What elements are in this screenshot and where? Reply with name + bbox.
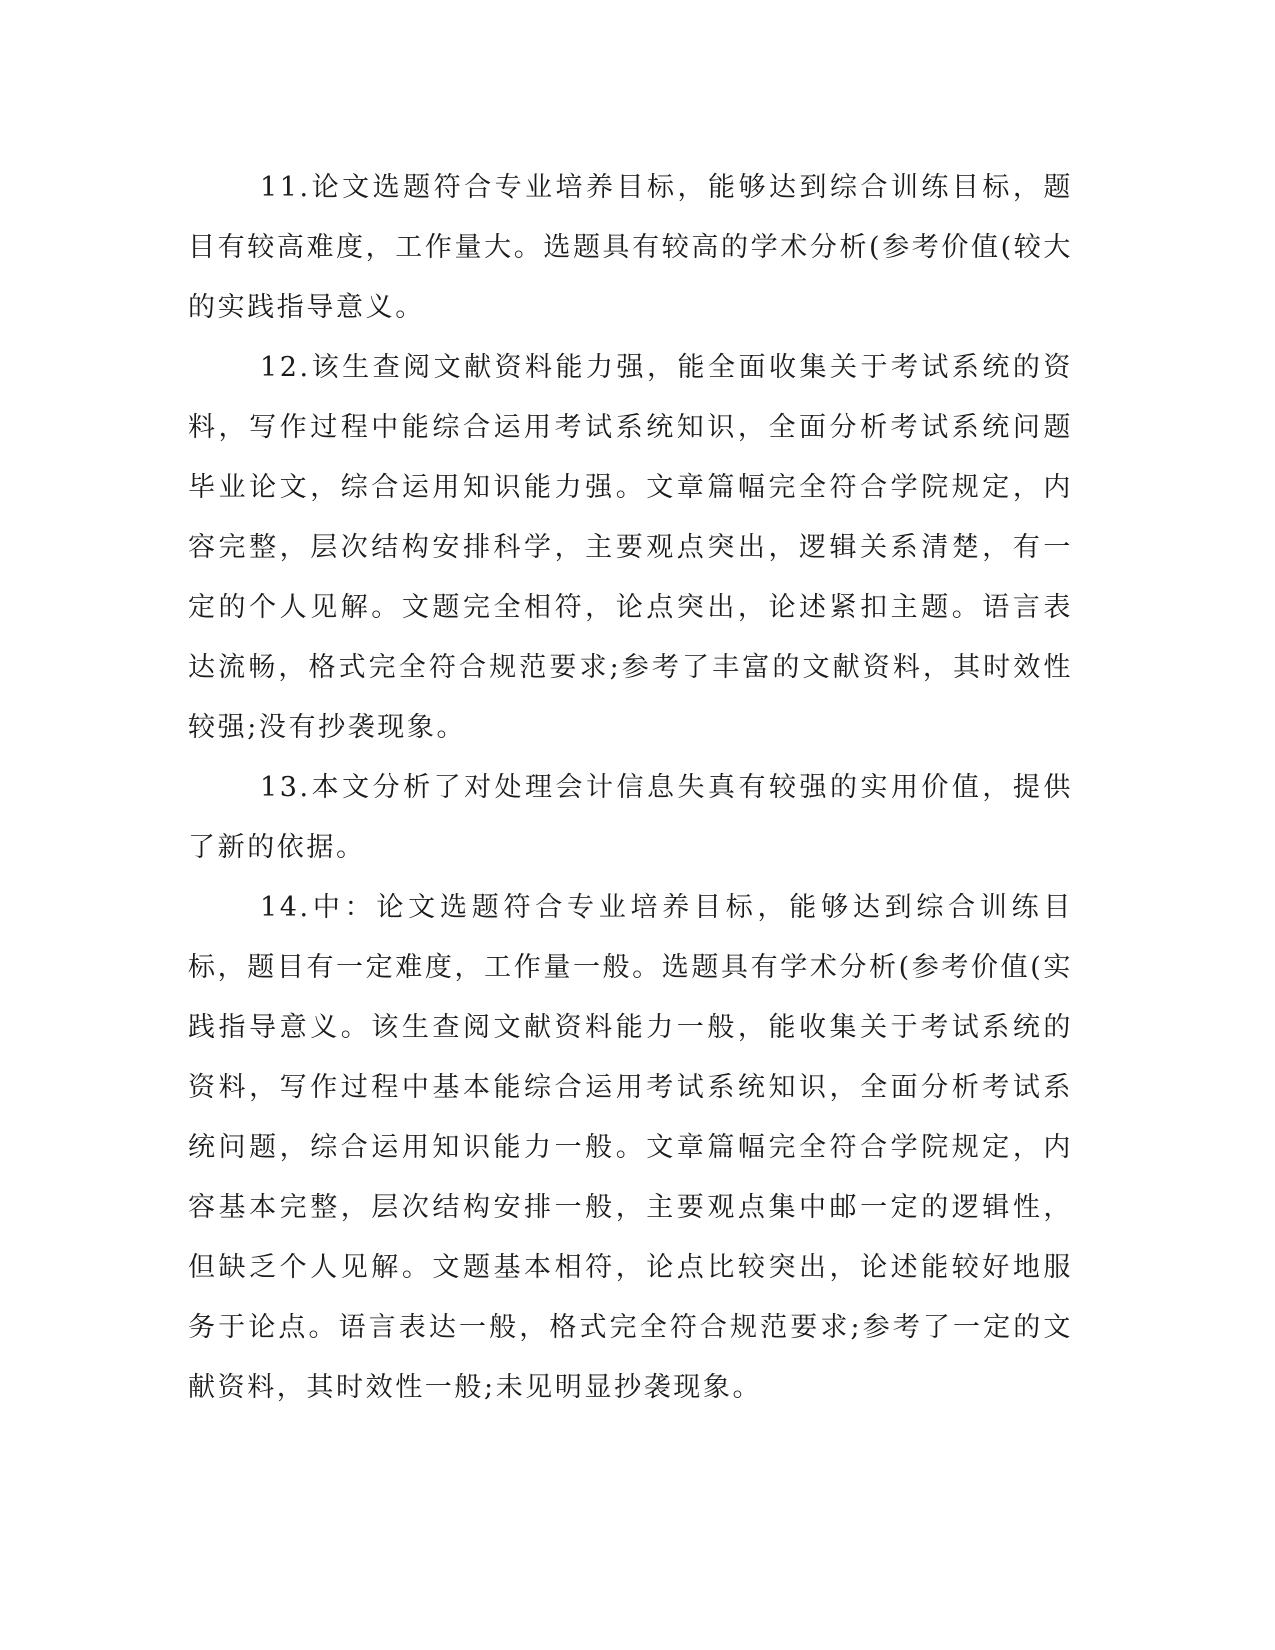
- paragraph-14: 14.中：论文选题符合专业培养目标，能够达到综合训练目标，题目有一定难度，工作量一般。选题具有学术分析(参考价值(实践指导意义。该生查阅文献资料能力一般，能收集关于考试系统的资料，写作过程中基本能综合运用考试系统知识，全面分析考试系统问题，综合运用知识能力一般。文章篇幅完全符合学院规定，内容基本完整，层次结构安排一般，主要观点集中邮一定的逻辑性，但缺乏个人见解。文题基本相符，论点比较突出，论述能较好地服务于论点。语言表达一般，格式完全符合规范要求;参考了一定的文献资料，其时效性一般;未见明显抄袭现象。: [188, 892, 1073, 1403]
- paragraph-13: 13.本文分析了对处理会计信息失真有较强的实用价值，提供了新的依据。: [188, 772, 1073, 863]
- paragraph-12: 12.该生查阅文献资料能力强，能全面收集关于考试系统的资料，写作过程中能综合运用考试系统知识，全面分析考试系统问题毕业论文，综合运用知识能力强。文章篇幅完全符合学院规定，内容完整，层次结构安排科学，主要观点突出，逻辑关系清楚，有一定的个人见解。文题完全相符，论点突出，论述紧扣主题。语言表达流畅，格式完全符合规范要求;参考了丰富的文献资料，其时效性较强;没有抄袭现象。: [188, 352, 1073, 743]
- paragraph-11: 11.论文选题符合专业培养目标，能够达到综合训练目标，题目有较高难度，工作量大。选题具有较高的学术分析(参考价值(较大的实践指导意义。: [188, 172, 1073, 323]
- document-body: [188, 158, 1073, 1418]
